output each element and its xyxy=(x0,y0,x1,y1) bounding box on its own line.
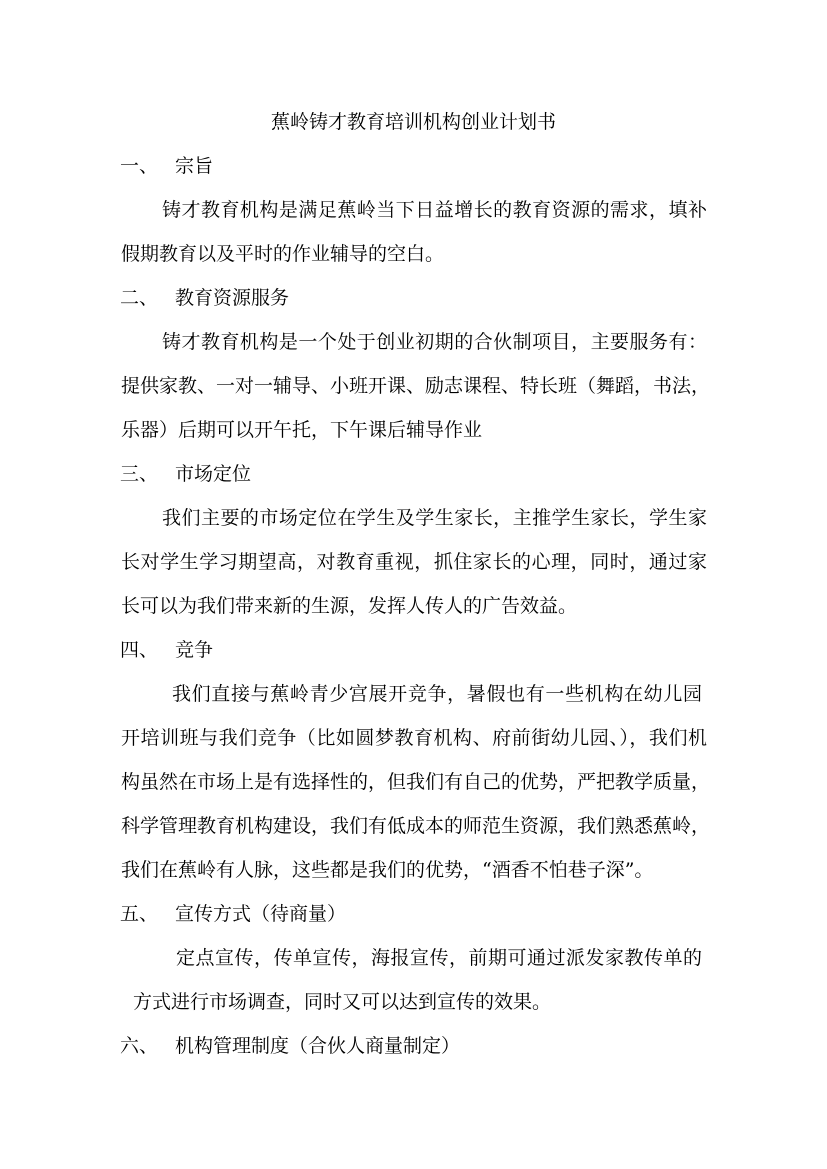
section-number: 六、 xyxy=(120,1035,159,1057)
document-title: 蕉岭铸才教育培训机构创业计划书 xyxy=(270,111,556,133)
paragraph-line: 我们直接与蕉岭青少宫展开竞争，暑假也有一些机构在幼儿园 xyxy=(172,683,702,705)
paragraph-line: 我们在蕉岭有人脉，这些都是我们的优势，“酒香不怕巷子深”。 xyxy=(121,859,654,881)
section-title: 竞争 xyxy=(175,639,214,661)
paragraph-line: 铸才教育机构是满足蕉岭当下日益增长的教育资源的需求，填补 xyxy=(162,199,707,221)
section-heading-2 xyxy=(120,284,289,312)
paragraph-line: 构虽然在市场上是有选择性的，但我们有自己的优势，严把教学质量， xyxy=(121,771,711,793)
section-heading-5 xyxy=(120,900,346,928)
paragraph-line: 定点宣传，传单宣传，海报宣传，前期可通过派发家教传单的 xyxy=(176,947,702,969)
paragraph-line: 我们主要的市场定位在学生及学生家长，主推学生家长，学生家 xyxy=(162,507,707,529)
section-title: 机构管理制度（合伙人商量制定） xyxy=(175,1035,461,1057)
section-title: 市场定位 xyxy=(175,463,252,485)
section-number: 一、 xyxy=(120,155,159,177)
paragraph-line: 方式进行市场调查，同时又可以达到宣传的效果。 xyxy=(133,991,552,1013)
paragraph-line: 铸才教育机构是一个处于创业初期的合伙制项目，主要服务有： xyxy=(162,331,707,353)
section-title: 宣传方式（待商量） xyxy=(175,903,347,925)
paragraph-line: 开培训班与我们竞争（比如圆梦教育机构、府前街幼儿园、），我们机 xyxy=(121,727,707,749)
section-number: 四、 xyxy=(120,639,159,661)
section-title: 宗旨 xyxy=(175,155,214,177)
section-heading-6 xyxy=(120,1032,460,1060)
paragraph-line: 科学管理教育机构建设，我们有低成本的师范生资源，我们熟悉蕉岭， xyxy=(121,815,711,837)
paragraph-line: 长可以为我们带来新的生源，发挥人传人的广告效益。 xyxy=(121,595,578,617)
paragraph-line: 乐器）后期可以开午托，下午课后辅导作业 xyxy=(121,419,483,441)
section-number: 五、 xyxy=(120,903,159,925)
section-heading-1 xyxy=(120,152,213,180)
paragraph-line: 提供家教、一对一辅导、小班开课、励志课程、特长班（舞蹈，书法， xyxy=(121,375,711,397)
section-heading-3 xyxy=(120,460,251,488)
section-title: 教育资源服务 xyxy=(175,287,290,309)
section-number: 二、 xyxy=(120,287,159,309)
section-number: 三、 xyxy=(120,463,159,485)
paragraph-line: 长对学生学习期望高，对教育重视，抓住家长的心理，同时，通过家 xyxy=(121,551,707,573)
section-heading-4 xyxy=(120,636,213,664)
paragraph-line: 假期教育以及平时的作业辅导的空白。 xyxy=(121,243,445,265)
